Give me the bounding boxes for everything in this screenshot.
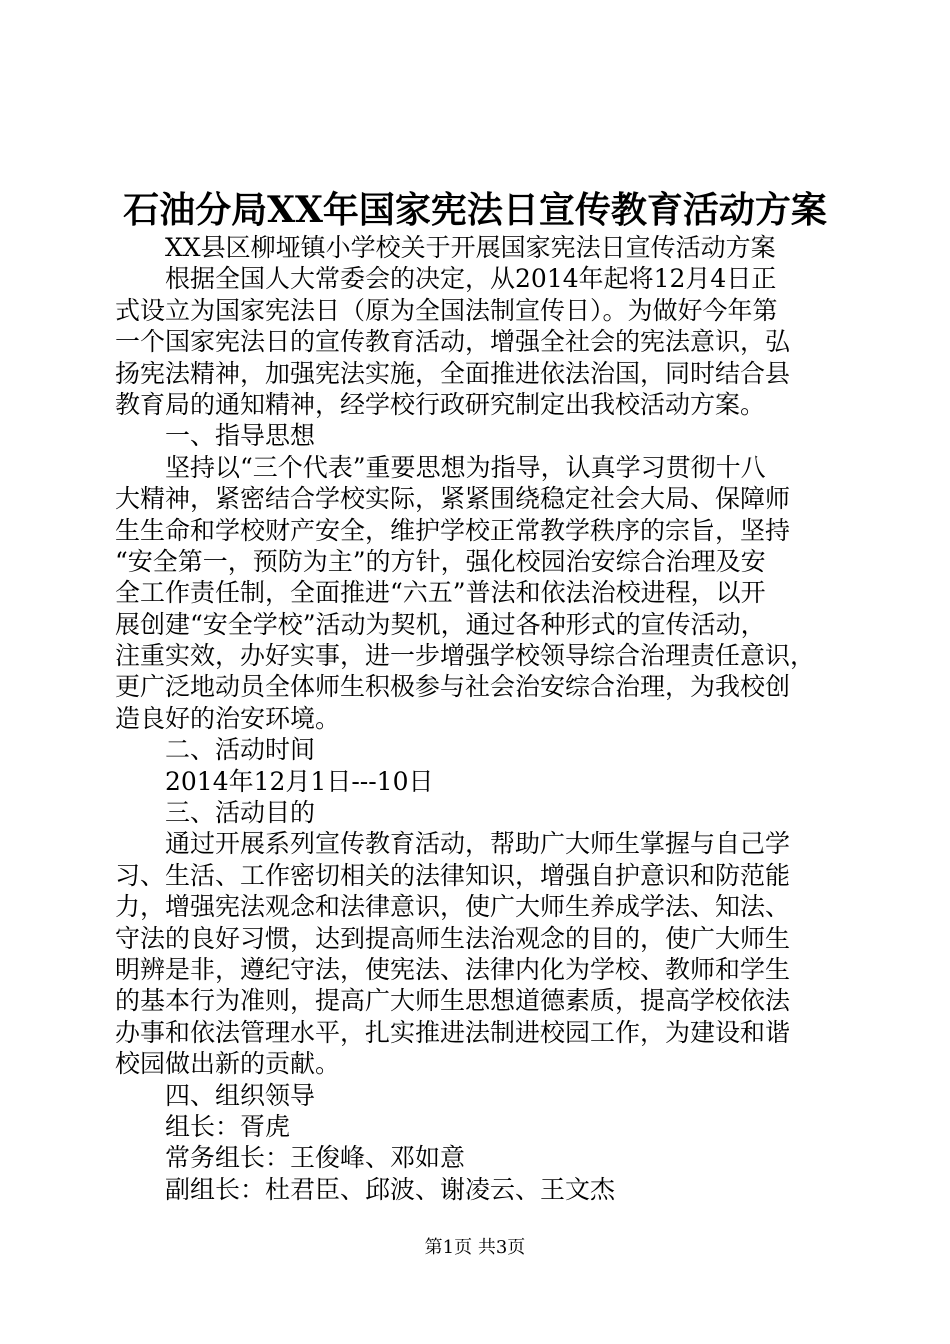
body-line: XX县区柳垭镇小学校关于开展国家宪法日宣传活动方案 <box>115 233 776 262</box>
body-line: 守法的良好习惯，达到提高师生法治观念的目的，使广大师生 <box>115 923 791 953</box>
body-line: 式设立为国家宪法日（原为全国法制宣传日）。为做好今年第 <box>115 295 778 325</box>
body-line: 通过开展系列宣传教育活动，帮助广大师生掌握与自己学 <box>115 829 791 859</box>
body-line: 大精神，紧密结合学校实际，紧紧围绕稳定社会大局、保障师 <box>115 484 791 514</box>
body-line: “安全第一，预防为主”的方针，强化校园治安综合治理及安 <box>115 546 766 576</box>
body-line: 更广泛地动员全体师生积极参与社会治安综合治理，为我校创 <box>115 672 791 702</box>
body-line: 组长：胥虎 <box>115 1111 291 1141</box>
section-heading: 二、活动时间 <box>115 735 316 765</box>
body-line: 生生命和学校财产安全，维护学校正常教学秩序的宗旨，坚持 <box>115 515 791 545</box>
body-line: 副组长：杜君臣、邱波、谢凌云、王文杰 <box>115 1174 616 1204</box>
body-line: 办事和依法管理水平，扎实推进法制进校园工作，为建设和谐 <box>115 1017 791 1047</box>
body-line: 2014年12月1日---10日 <box>115 766 434 796</box>
body-line: 教育局的通知精神，经学校行政研究制定出我校活动方案。 <box>115 389 766 419</box>
body-line: 明辨是非，遵纪守法，使宪法、法律内化为学校、教师和学生 <box>115 954 791 984</box>
body-line: 根据全国人大常委会的决定，从2014年起将12月4日正 <box>115 264 777 294</box>
body-line: 注重实效，办好实事，进一步增强学校领导综合治理责任意识， <box>115 641 816 671</box>
body-line: 的基本行为准则，提高广大师生思想道德素质，提高学校依法 <box>115 986 791 1016</box>
body-line: 习、生活、工作密切相关的法律知识，增强自护意识和防范能 <box>115 860 791 890</box>
body-line: 校园做出新的贡献。 <box>115 1049 341 1079</box>
section-heading: 四、组织领导 <box>115 1080 316 1110</box>
body-line: 一个国家宪法日的宣传教育活动，增强全社会的宪法意识，弘 <box>115 327 791 357</box>
page-number-footer: 第1页 共3页 <box>424 1237 526 1258</box>
body-line: 坚持以“三个代表”重要思想为指导，认真学习贯彻十八 <box>115 452 766 482</box>
body-line: 全工作责任制，全面推进“六五”普法和依法治校进程，以开 <box>115 578 766 608</box>
section-heading: 三、活动目的 <box>115 798 316 828</box>
body-line: 展创建“安全学校”活动为契机，通过各种形式的宣传活动， <box>115 609 766 639</box>
body-line: 常务组长：王俊峰、邓如意 <box>115 1143 466 1173</box>
body-line: 力，增强宪法观念和法律意识，使广大师生养成学法、知法、 <box>115 892 791 922</box>
body-line: 扬宪法精神，加强宪法实施，全面推进依法治国，同时结合县 <box>115 358 791 388</box>
section-heading: 一、指导思想 <box>115 421 316 451</box>
body-line: 造良好的治安环境。 <box>115 703 341 733</box>
document-title: 石油分局XX年国家宪法日宣传教育活动方案 <box>123 189 827 231</box>
document-body <box>115 232 845 1205</box>
